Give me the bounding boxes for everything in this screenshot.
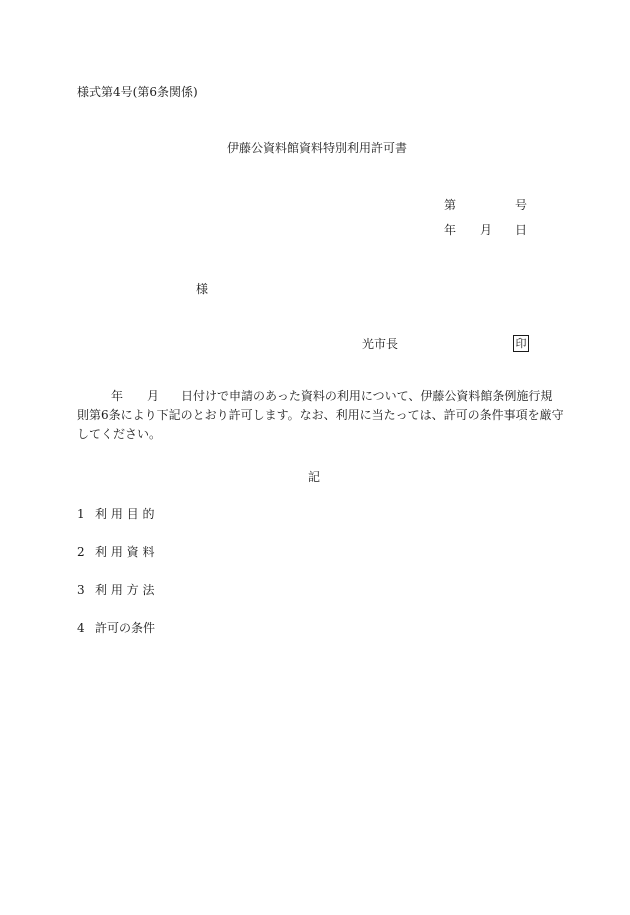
body-year-label: 年 <box>111 389 124 403</box>
item-number: 1 <box>77 507 85 521</box>
body-line-1 <box>77 387 557 406</box>
body-paragraph <box>77 387 564 444</box>
item-number: 4 <box>77 621 85 635</box>
document-title-text: 伊藤公資料館資料特別利用許可書 <box>226 141 407 155</box>
date-year-label: 年 <box>444 223 457 237</box>
date-day-label: 日 <box>515 223 528 237</box>
body-line-3: してください。 <box>77 427 162 441</box>
item-number: 3 <box>77 583 85 597</box>
ki-heading: 記 <box>308 470 321 484</box>
date-month-label: 月 <box>480 223 493 237</box>
item-label: 利 用 資 料 <box>95 545 155 559</box>
addressee-honorific: 様 <box>196 282 209 296</box>
number-prefix: 第 <box>444 198 457 212</box>
list-item <box>77 583 154 597</box>
item-label: 利 用 目 的 <box>95 507 155 521</box>
item-label: 許可の条件 <box>95 621 156 635</box>
item-label: 利 用 方 法 <box>95 583 155 597</box>
issuer-title: 光市長 <box>362 337 399 351</box>
list-item <box>77 545 154 559</box>
seal-mark: 印 <box>513 335 529 352</box>
form-number: 様式第4号(第6条関係) <box>77 85 198 99</box>
item-number: 2 <box>77 545 85 559</box>
list-item <box>77 621 155 635</box>
list-item <box>77 507 154 521</box>
body-line-1-text: 日付けで申請のあった資料の利用について、伊藤公資料館条例施行規 <box>181 389 553 403</box>
number-suffix: 号 <box>515 198 528 212</box>
document-title <box>0 141 630 155</box>
body-line-2: 則第6条により下記のとおり許可します。なお、利用に当たっては、許可の条件事項を厳守 <box>77 408 564 422</box>
body-month-label: 月 <box>147 389 160 403</box>
